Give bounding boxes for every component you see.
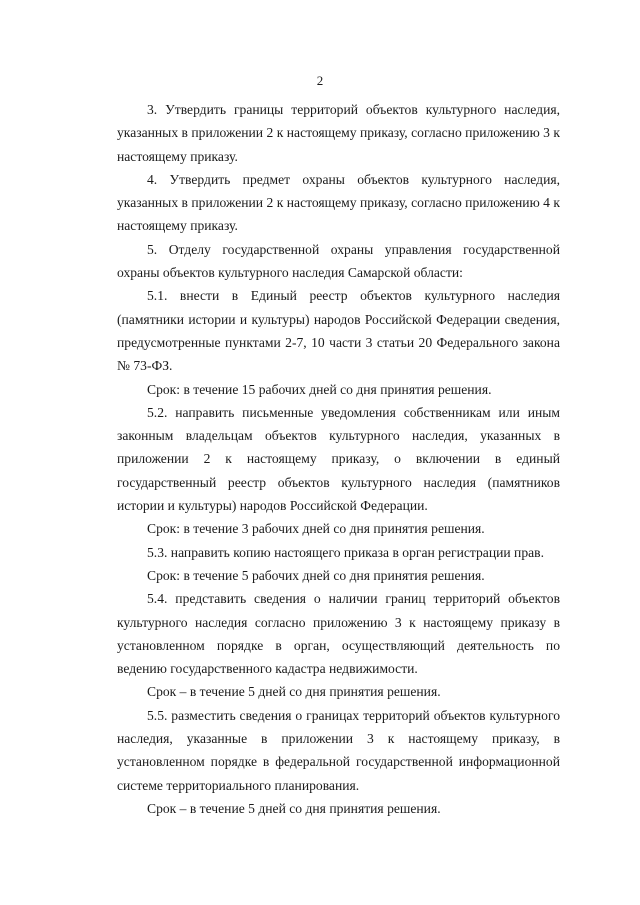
paragraph-item-5: 5. Отделу государственной охраны управления государственной охраны объектов культурного наследия Самарской области:: [117, 241, 560, 281]
deadline-5-2: Срок: в течение 3 рабочих дней со дня принятия решения.: [147, 521, 485, 537]
paragraph-item-5-3: 5.3. направить копию настоящего приказа в орган регистрации прав.: [147, 544, 544, 560]
deadline-5-5: Срок – в течение 5 дней со дня принятия решения.: [147, 800, 441, 816]
deadline-5-3: Срок: в течение 5 рабочих дней со дня принятия решения.: [147, 567, 485, 583]
paragraph-item-5-2: 5.2. направить письменные уведомления собственникам или иным законным владельцам объектов культурного наследия, указанных в приложении 2 к настоящему приказу, о включении в единый государственный реестр объектов культурного наследия (памятников истории и культуры) народов Российской Федерации.: [117, 404, 560, 514]
paragraph-item-5-1: 5.1. внести в Единый реестр объектов культурного наследия (памятники истории и культуры) народов Российской Федерации сведения, предусмотренные пунктами 2-7, 10 части 3 статьи 20 Федерального закона № 73-ФЗ.: [117, 288, 560, 374]
deadline-5-1: Срок: в течение 15 рабочих дней со дня принятия решения.: [147, 381, 492, 397]
paragraph-item-5-4: 5.4. представить сведения о наличии границ территорий объектов культурного наследия согласно приложению 3 к настоящему приказу в установленном порядке в орган, осуществляющий деятельность по ведению государственного кадастра недвижимости.: [117, 591, 560, 677]
deadline-5-4: Срок – в течение 5 дней со дня принятия решения.: [147, 684, 441, 700]
page-number: 2: [316, 73, 324, 88]
paragraph-item-4: 4. Утвердить предмет охраны объектов культурного наследия, указанных в приложении 2 к настоящему приказу, согласно приложению 4 к настоящему приказу.: [117, 171, 560, 234]
paragraph-item-5-5: 5.5. разместить сведения о границах территорий объектов культурного наследия, указанные в приложении 3 к настоящему приказу, в установленном порядке в федеральной государственной информационной системе территориального планирования.: [117, 707, 560, 793]
paragraph-item-3: 3. Утвердить границы территорий объектов культурного наследия, указанных в приложении 2 к настоящему приказу, согласно приложению 3 к настоящему приказу.: [117, 102, 560, 164]
document-body: [117, 98, 560, 820]
